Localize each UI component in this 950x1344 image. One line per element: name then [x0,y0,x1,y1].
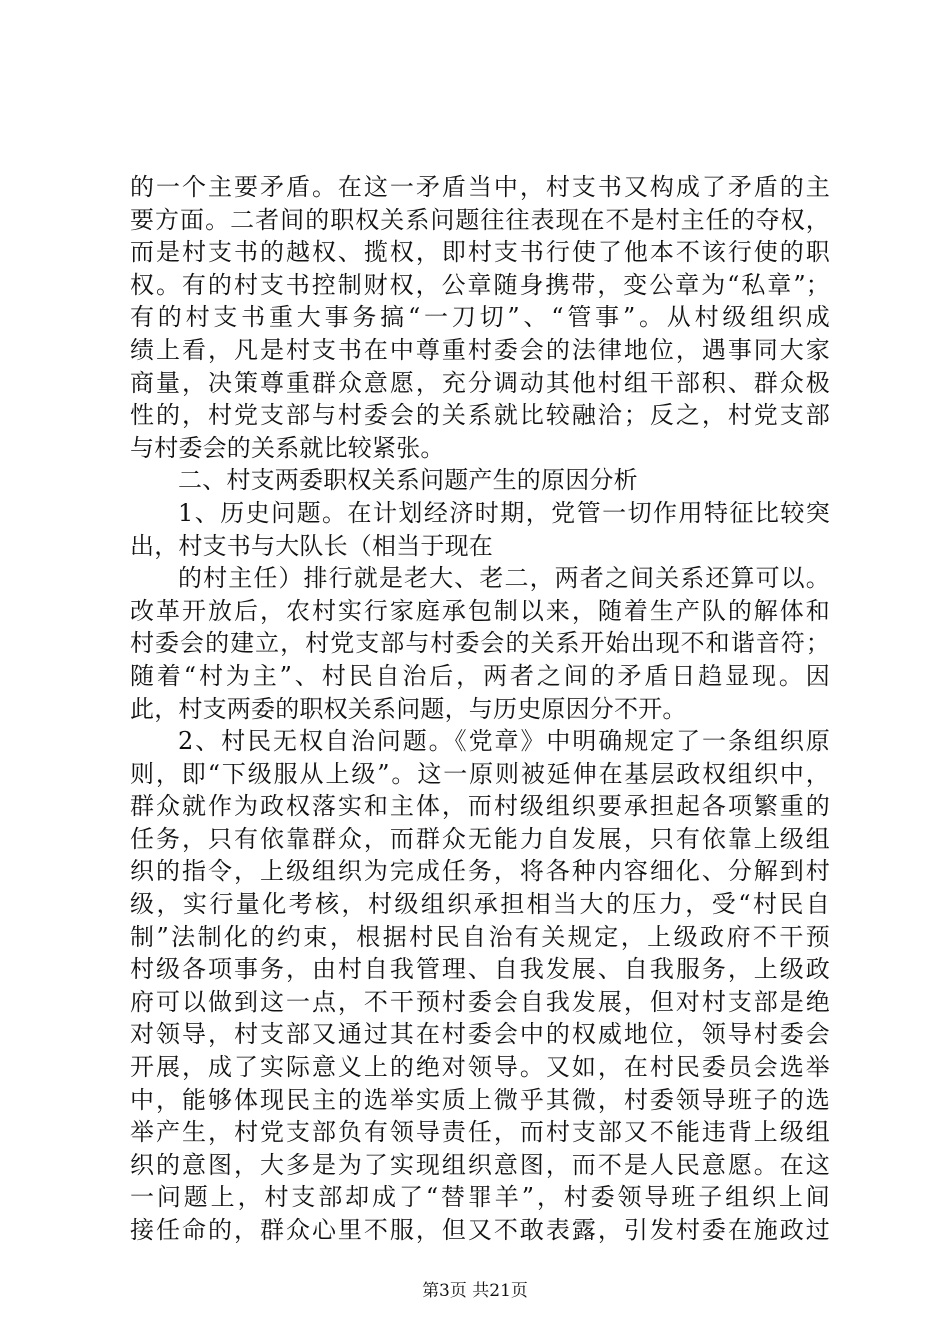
text-line: 随着“村为主”、村民自治后，两者之间的矛盾日趋显现。因 [130,661,830,690]
text-line: 权。有的村支书控制财权，公章随身携带，变公章为“私章”； [130,270,830,299]
section-heading: 二、村支两委职权关系问题产生的原因分析 [178,466,638,495]
page-number-footer: 第3页 共21页 [422,1281,528,1301]
text-line: 商量，决策尊重群众意愿，充分调动其他村组干部积、群众极 [130,368,830,397]
text-line: 有的村支书重大事务搞“一刀切”、“管事”。从村级组织成 [130,303,830,332]
text-line: 2、村民无权自治问题。《党章》中明确规定了一条组织原 [178,727,830,756]
text-line: 的一个主要矛盾。在这一矛盾当中，村支书又构成了矛盾的主 [130,173,830,201]
text-line: 中，能够体现民主的选举实质上微乎其微，村委领导班子的选 [130,1085,830,1114]
text-line: 任务，只有依靠群众，而群众无能力自发展，只有依靠上级组 [130,824,830,853]
text-line: 府可以做到这一点，不干预村委会自我发展，但对村支部是绝 [130,987,830,1016]
text-line: 举产生，村党支部负有领导责任，而村支部又不能违背上级组 [130,1118,830,1147]
document-body [130,171,830,1247]
text-line: 则，即“下级服从上级”。这一原则被延伸在基层政权组织中， [130,759,830,788]
text-line: 的村主任）排行就是老大、老二，两者之间关系还算可以。 [178,564,830,593]
text-line: 对领导，村支部又通过其在村委会中的权威地位，领导村委会 [130,1020,830,1049]
text-line: 级，实行量化考核，村级组织承担相当大的压力，受“村民自 [130,890,830,919]
text-line: 村级各项事务，由村自我管理、自我发展、自我服务，上级政 [130,955,830,984]
text-line: 1、历史问题。在计划经济时期，党管一切作用特征比较突 [178,498,830,527]
text-line: 一问题上，村支部却成了“替罪羊”，村委领导班子组织上间 [130,1183,830,1212]
text-line: 开展，成了实际意义上的绝对领导。又如，在村民委员会选举 [130,1053,830,1082]
text-line: 与村委会的关系就比较紧张。 [130,433,445,462]
text-line: 接任命的，群众心里不服，但又不敢表露，引发村委在施政过 [130,1216,830,1244]
text-line: 绩上看，凡是村支书在中尊重村委会的法律地位，遇事同大家 [130,335,830,364]
text-line: 出，村支书与大队长（相当于现在 [130,531,493,560]
text-line: 村委会的建立，村党支部与村委会的关系开始出现不和谐音符； [130,629,830,658]
text-line: 群众就作为政权落实和主体，而村级组织要承担起各项繁重的 [130,792,830,821]
text-line: 织的指令，上级组织为完成任务，将各种内容细化、分解到村 [130,857,830,886]
text-line: 制”法制化的约束，根据村民自治有关规定，上级政府不干预 [130,922,830,951]
text-line: 改革开放后，农村实行家庭承包制以来，随着生产队的解体和 [130,596,830,625]
text-line: 性的，村党支部与村委会的关系就比较融洽；反之，村党支部 [130,401,830,430]
text-line: 此，村支两委的职权关系问题，与历史原因分不开。 [130,694,687,723]
text-line: 要方面。二者间的职权关系问题往往表现在不是村主任的夺权， [130,205,830,234]
text-line: 而是村支书的越权、揽权，即村支书行使了他本不该行使的职 [130,238,830,267]
text-line: 织的意图，大多是为了实现组织意图，而不是人民意愿。在这 [130,1150,830,1179]
